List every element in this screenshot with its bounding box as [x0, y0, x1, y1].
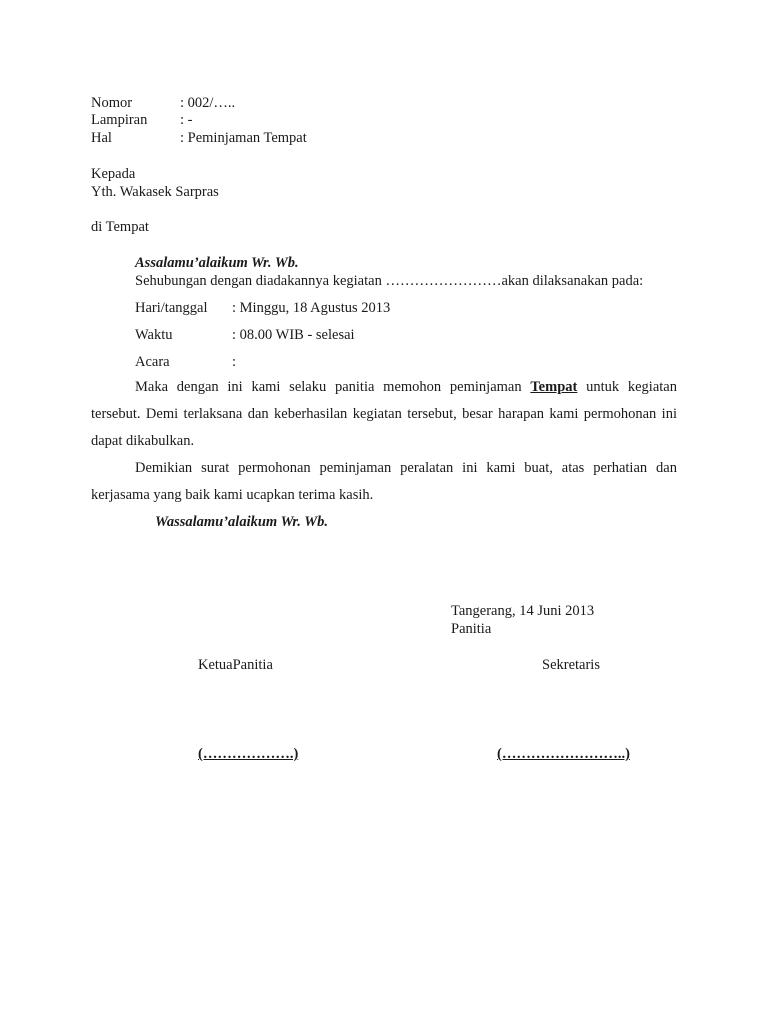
lampiran-value: : - — [180, 112, 193, 128]
detail-value-acara: : — [232, 354, 237, 370]
closing-salam: Wassalamu’alaikum Wr. Wb. — [155, 514, 328, 530]
di-tempat-text: di Tempat — [91, 219, 149, 235]
paragraph-request-after: untuk kegiatan tersebut. Demi terlaksana dan keberhasilan kegiatan tersebut, besar harapan kami permohonan ini dapat dikabulkan. — [91, 379, 677, 449]
greeting-salam: Assalamu’alaikum Wr. Wb. — [135, 255, 299, 271]
sekretaris-label: Sekretaris — [542, 657, 600, 673]
nomor-label: Nomor — [91, 95, 133, 111]
place-date: Tangerang, 14 Juni 2013 — [451, 603, 595, 619]
paragraph-closing: Demikian surat permohonan peminjaman peralatan ini kami buat, atas perhatian dan kerjasama yang baik kami ucapkan terima kasih. — [91, 460, 677, 503]
detail-label-hari: Hari/tanggal — [135, 300, 208, 316]
hal-label: Hal — [91, 130, 112, 146]
sekretaris-signature-blank: (……………………..) — [497, 746, 630, 762]
paragraph-request — [91, 374, 677, 455]
detail-label-acara: Acara — [135, 354, 170, 370]
nomor-value: : 002/….. — [180, 95, 236, 111]
panitia-label: Panitia — [451, 621, 492, 637]
paragraph-request-before: Maka dengan ini kami selaku panitia memohon peminjaman — [135, 379, 531, 395]
lampiran-label: Lampiran — [91, 112, 148, 128]
recipient-name: Yth. Wakasek Sarpras — [91, 184, 219, 200]
intro-sentence: Sehubungan dengan diadakannya kegiatan ……………………akan dilaksanakan pada: — [135, 273, 644, 289]
detail-value-waktu: : 08.00 WIB - selesai — [232, 327, 355, 343]
detail-label-waktu: Waktu — [135, 327, 173, 343]
ketua-signature-blank: (……………….) — [198, 746, 299, 762]
kepada-text: Kepada — [91, 166, 136, 182]
ketua-panitia-label: KetuaPanitia — [198, 657, 273, 673]
paragraph-request-emphasis: Tempat — [530, 379, 578, 395]
detail-value-hari: : Minggu, 18 Agustus 2013 — [232, 300, 391, 316]
hal-value: : Peminjaman Tempat — [180, 130, 307, 146]
